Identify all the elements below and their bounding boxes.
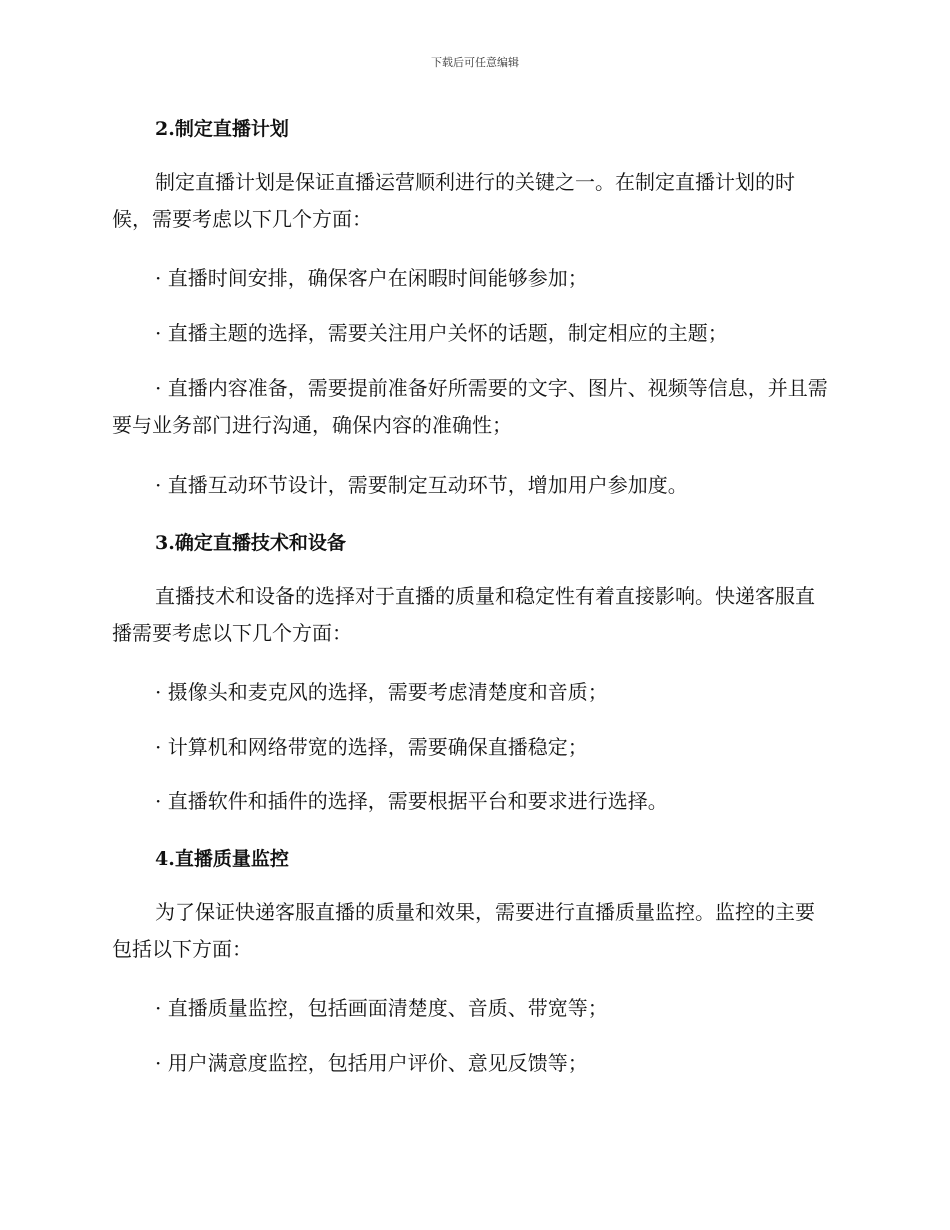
bullet-item: · 直播时间安排，确保客户在闲暇时间能够参加； xyxy=(155,266,588,290)
section-heading-2: 2.制定直播计划 xyxy=(155,118,289,140)
bullet-item: · 计算机和网络带宽的选择，需要确保直播稳定； xyxy=(155,735,588,759)
section-heading-3: 3.确定直播技术和设备 xyxy=(155,532,346,554)
bullet-item: · 摄像头和麦克风的选择，需要考虑清楚度和音质； xyxy=(155,680,608,704)
bullet-item: · 直播软件和插件的选择，需要根据平台和要求进行选择。 xyxy=(155,789,668,813)
bullet-item: · 直播互动环节设计，需要制定互动环节，增加用户参加度。 xyxy=(155,473,688,497)
bullet-item: · 直播内容准备，需要提前准备好所需要的文字、图片、视频等信息，并且需要与业务部门进行沟通，确保内容的准确性； xyxy=(112,376,828,437)
bullet-item: · 用户满意度监控，包括用户评价、意见反馈等； xyxy=(155,1051,588,1075)
page-header: 下载后可任意编辑 xyxy=(431,56,519,69)
bullet-item: · 直播质量监控，包括画面清楚度、音质、带宽等； xyxy=(155,996,608,1020)
paragraph-monitor-intro: 为了保证快递客服直播的质量和效果，需要进行直播质量监控。监控的主要包括以下方面： xyxy=(112,900,815,961)
paragraph-tech-intro: 直播技术和设备的选择对于直播的质量和稳定性有着直接影响。快递客服直播需要考虑以下几个方面： xyxy=(112,584,815,645)
bullet-item: · 直播主题的选择，需要关注用户关怀的话题，制定相应的主题； xyxy=(155,321,728,345)
paragraph-plan-intro: 制定直播计划是保证直播运营顺利进行的关键之一。在制定直播计划的时候，需要考虑以下几个方面： xyxy=(112,170,795,231)
section-heading-4: 4.直播质量监控 xyxy=(155,848,289,870)
